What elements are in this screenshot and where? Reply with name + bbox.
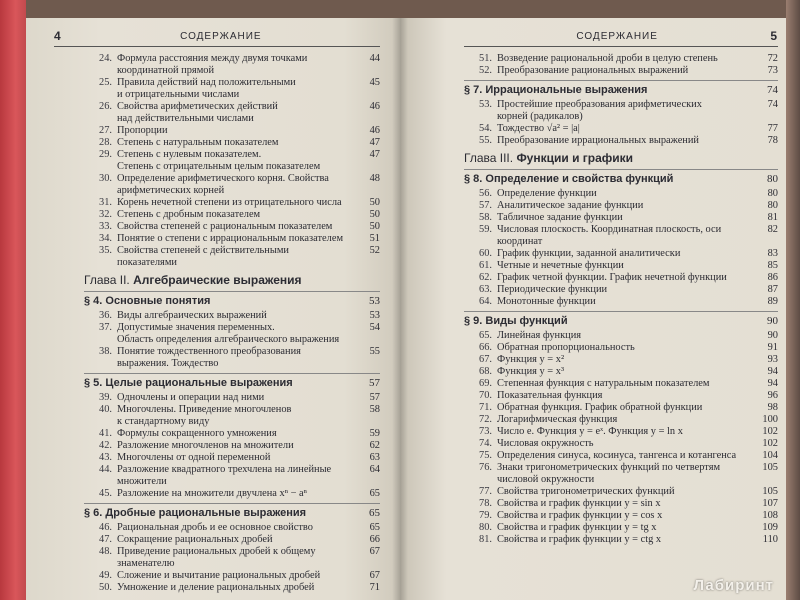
toc-entry	[84, 452, 380, 464]
toc-section-title: § 4. Основные понятия	[84, 295, 211, 307]
toc-entry-page: 82	[767, 224, 778, 235]
toc-entry-page: 80	[767, 200, 778, 211]
toc-section-title: § 5. Целые рациональные выражения	[84, 377, 293, 389]
toc-entry-number: 67.	[479, 354, 492, 365]
toc-section-title: § 9. Виды функций	[464, 315, 568, 327]
toc-entry	[464, 188, 778, 200]
toc-entry-page: 58	[369, 404, 380, 415]
toc-entry-title: Понятие тождественного преобразования выражения. Тождество	[117, 346, 301, 369]
toc-entry-title: Приведение рациональных дробей к общему знаменателю	[117, 546, 316, 569]
toc-entry-page: 55	[369, 346, 380, 357]
toc-entry-number: 71.	[479, 402, 492, 413]
toc-entry	[464, 248, 778, 260]
toc-entry-title: Логарифмическая функция	[497, 414, 618, 425]
toc-section	[84, 291, 380, 308]
toc-entry	[464, 212, 778, 224]
toc-entry-number: 72.	[479, 414, 492, 425]
toc-entry-number: 56.	[479, 188, 492, 199]
toc-section	[464, 311, 778, 328]
toc-entry-title: Тождество √a² = |a|	[497, 123, 580, 134]
toc-entry-page: 85	[767, 260, 778, 271]
toc-entry-title: Обратная функция. График обратной функции	[497, 402, 703, 413]
toc-entry-number: 31.	[99, 197, 112, 208]
toc-entry-title: Многочлены от одной переменной	[117, 452, 271, 463]
toc-entry-number: 25.	[99, 77, 112, 88]
toc-entry-page: 67	[369, 546, 380, 557]
toc-entry	[464, 260, 778, 272]
toc-entry-number: 46.	[99, 522, 112, 533]
toc-chapter	[84, 273, 380, 287]
toc-entry	[464, 224, 778, 248]
toc-entry	[84, 546, 380, 570]
toc-entry-number: 74.	[479, 438, 492, 449]
right-running-header	[464, 26, 778, 47]
toc-chapter	[464, 151, 778, 165]
toc-entry	[464, 438, 778, 450]
toc-entry	[84, 233, 380, 245]
toc-chapter-title: Функции и графики	[516, 151, 634, 165]
toc-entry-title: Линейная функция	[497, 330, 582, 341]
toc-entry	[464, 522, 778, 534]
toc-entry-page: 72	[767, 53, 778, 64]
toc-section-title: § 6. Дробные рациональные выражения	[84, 507, 307, 519]
toc-entry	[84, 570, 380, 582]
toc-section	[464, 169, 778, 186]
toc-entry-number: 69.	[479, 378, 492, 389]
toc-entry-page: 107	[762, 498, 778, 509]
toc-entry	[84, 440, 380, 452]
right-toc-list	[464, 53, 778, 546]
toc-entry-title: Одночлены и операции над ними	[117, 392, 265, 403]
toc-entry-title: Числовая плоскость. Координатная плоскость, оси координат	[497, 224, 722, 247]
toc-entry-number: 77.	[479, 486, 492, 497]
toc-entry-number: 33.	[99, 221, 112, 232]
toc-entry	[464, 426, 778, 438]
toc-entry-page: 86	[767, 272, 778, 283]
toc-entry	[84, 221, 380, 233]
toc-entry-page: 50	[369, 197, 380, 208]
toc-entry	[464, 402, 778, 414]
toc-entry-number: 54.	[479, 123, 492, 134]
toc-entry-page: 67	[369, 570, 380, 581]
toc-entry	[84, 101, 380, 125]
toc-chapter-label: Глава II.	[84, 273, 130, 287]
toc-entry-page: 105	[762, 486, 778, 497]
toc-entry-title: Степень с натуральным показателем	[117, 137, 279, 148]
toc-entry	[464, 272, 778, 284]
book-cover-edge-right	[786, 0, 800, 600]
toc-entry-page: 102	[762, 438, 778, 449]
toc-entry-title: Степенная функция с натуральным показателем	[497, 378, 710, 389]
toc-entry	[84, 534, 380, 546]
toc-entry-page: 64	[369, 464, 380, 475]
toc-entry	[464, 296, 778, 308]
toc-entry-title: Разложение на множители двучлена xⁿ − aⁿ	[117, 488, 307, 499]
toc-entry-number: 32.	[99, 209, 112, 220]
toc-entry-title: Свойства степеней с рациональным показателем	[117, 221, 333, 232]
toc-entry-page: 93	[767, 354, 778, 365]
toc-entry-page: 59	[369, 428, 380, 439]
toc-entry	[464, 366, 778, 378]
toc-entry-number: 58.	[479, 212, 492, 223]
toc-entry-number: 66.	[479, 342, 492, 353]
toc-entry-title: Формула расстояния между двумя точками координатной прямой	[117, 53, 308, 76]
toc-entry-title: Четные и нечетные функции	[497, 260, 624, 271]
toc-entry	[84, 404, 380, 428]
toc-entry-page: 98	[767, 402, 778, 413]
toc-entry-number: 57.	[479, 200, 492, 211]
toc-entry-number: 80.	[479, 522, 492, 533]
toc-entry-page: 63	[369, 452, 380, 463]
toc-entry	[464, 342, 778, 354]
toc-section-title: § 8. Определение и свойства функций	[464, 173, 674, 185]
left-page-number: 4	[54, 29, 62, 43]
toc-entry-number: 55.	[479, 135, 492, 146]
toc-section-page: 57	[369, 377, 380, 389]
toc-entry-page: 108	[762, 510, 778, 521]
toc-entry-title: Монотонные функции	[497, 296, 596, 307]
toc-entry-number: 53.	[479, 99, 492, 110]
toc-entry-page: 96	[767, 390, 778, 401]
toc-entry	[84, 428, 380, 440]
toc-entry-page: 94	[767, 378, 778, 389]
toc-entry	[464, 390, 778, 402]
toc-entry-number: 62.	[479, 272, 492, 283]
toc-entry-number: 81.	[479, 534, 492, 545]
toc-entry-title: Свойства и график функции y = ctg x	[497, 534, 662, 545]
watermark-logo: Лабиринт	[693, 577, 774, 594]
toc-entry-title: Разложение квадратного трехчлена на линейные множители	[117, 464, 332, 487]
toc-entry-title: Свойства и график функции y = cos x	[497, 510, 663, 521]
toc-section-page: 90	[767, 315, 778, 327]
toc-entry-title: Умножение и деление рациональных дробей	[117, 582, 315, 593]
toc-entry-number: 70.	[479, 390, 492, 401]
toc-entry-title: Функция y = x³	[497, 366, 565, 377]
toc-entry-page: 53	[369, 310, 380, 321]
toc-entry-title: Функция y = x²	[497, 354, 565, 365]
toc-entry-title: Разложение многочленов на множители	[117, 440, 294, 451]
toc-entry	[464, 354, 778, 366]
toc-entry-page: 81	[767, 212, 778, 223]
toc-entry-page: 109	[762, 522, 778, 533]
toc-entry	[464, 53, 778, 65]
toc-entry-page: 44	[369, 53, 380, 64]
toc-entry	[84, 392, 380, 404]
toc-entry-page: 65	[369, 488, 380, 499]
toc-entry-title: Корень нечетной степени из отрицательного числа	[117, 197, 342, 208]
toc-section-page: 74	[767, 84, 778, 96]
toc-entry-page: 104	[762, 450, 778, 461]
toc-entry-number: 65.	[479, 330, 492, 341]
left-running-header	[54, 26, 380, 47]
toc-entry-page: 87	[767, 284, 778, 295]
toc-entry	[84, 346, 380, 370]
toc-entry	[84, 125, 380, 137]
toc-entry-page: 50	[369, 209, 380, 220]
toc-entry-number: 35.	[99, 245, 112, 256]
toc-entry-number: 27.	[99, 125, 112, 136]
toc-chapter-title: Алгебраические выражения	[133, 273, 302, 287]
toc-entry	[464, 486, 778, 498]
toc-entry-title: Определение функции	[497, 188, 597, 199]
book-cover-edge-left	[0, 0, 26, 600]
toc-entry-title: Преобразование рациональных выражений	[497, 65, 689, 76]
toc-entry-page: 102	[762, 426, 778, 437]
left-header-title: СОДЕРЖАНИЕ	[180, 30, 262, 42]
right-header-title: СОДЕРЖАНИЕ	[576, 30, 658, 42]
toc-entry-page: 47	[369, 149, 380, 160]
toc-entry-title: Степень с нулевым показателем. Степень с отрицательным целым показателем	[117, 149, 321, 172]
toc-entry-page: 71	[369, 582, 380, 593]
toc-entry	[464, 99, 778, 123]
toc-entry-title: Свойства степеней с действительными показателями	[117, 245, 289, 268]
toc-entry	[464, 135, 778, 147]
toc-entry	[84, 582, 380, 594]
toc-entry-page: 77	[767, 123, 778, 134]
toc-entry-page: 51	[369, 233, 380, 244]
toc-entry-number: 43.	[99, 452, 112, 463]
toc-entry-title: График четной функции. График нечетной функции	[497, 272, 727, 283]
toc-entry-number: 48.	[99, 546, 112, 557]
toc-entry	[464, 330, 778, 342]
toc-section	[84, 373, 380, 390]
toc-entry	[464, 534, 778, 546]
toc-section	[464, 80, 778, 97]
toc-entry-number: 36.	[99, 310, 112, 321]
toc-entry-number: 30.	[99, 173, 112, 184]
right-page	[400, 18, 786, 600]
toc-entry	[464, 462, 778, 486]
toc-entry-title: Допустимые значения переменных. Область определения алгебраического выражения	[117, 322, 340, 345]
toc-section-title: § 7. Иррациональные выражения	[464, 84, 648, 96]
toc-entry	[84, 310, 380, 322]
toc-entry	[84, 197, 380, 209]
toc-entry-number: 39.	[99, 392, 112, 403]
toc-entry-number: 41.	[99, 428, 112, 439]
toc-entry	[464, 65, 778, 77]
toc-entry-number: 38.	[99, 346, 112, 357]
toc-entry-page: 46	[369, 125, 380, 136]
toc-entry-page: 90	[767, 330, 778, 341]
toc-entry	[464, 284, 778, 296]
toc-entry-title: Определения синуса, косинуса, тангенса и котангенса	[497, 450, 737, 461]
toc-entry-number: 24.	[99, 53, 112, 64]
toc-entry-title: Пропорции	[117, 125, 168, 136]
toc-entry-number: 44.	[99, 464, 112, 475]
toc-entry-page: 83	[767, 248, 778, 259]
toc-entry-number: 64.	[479, 296, 492, 307]
toc-entry-page: 100	[762, 414, 778, 425]
toc-entry-number: 49.	[99, 570, 112, 581]
toc-section-page: 65	[369, 507, 380, 519]
toc-entry-page: 46	[369, 101, 380, 112]
toc-entry	[84, 488, 380, 500]
toc-entry	[84, 53, 380, 77]
toc-entry-number: 26.	[99, 101, 112, 112]
toc-entry-title: Свойства и график функции y = sin x	[497, 498, 661, 509]
toc-entry-title: Число e. Функция y = eˣ. Функция y = ln x	[497, 426, 683, 437]
toc-entry-title: Возведение рациональной дроби в целую степень	[497, 53, 718, 64]
toc-entry	[84, 137, 380, 149]
toc-entry-number: 51.	[479, 53, 492, 64]
toc-entry-number: 47.	[99, 534, 112, 545]
toc-entry-title: Простейшие преобразования арифметических корней (радикалов)	[497, 99, 702, 122]
toc-entry	[84, 77, 380, 101]
toc-entry-title: Периодические функции	[497, 284, 608, 295]
toc-entry-number: 52.	[479, 65, 492, 76]
left-toc-list	[84, 53, 380, 594]
toc-entry-page: 57	[369, 392, 380, 403]
toc-entry-page: 74	[767, 99, 778, 110]
toc-entry-number: 73.	[479, 426, 492, 437]
toc-section	[84, 503, 380, 520]
toc-entry-title: Аналитическое задание функции	[497, 200, 644, 211]
toc-entry-number: 29.	[99, 149, 112, 160]
toc-entry-title: Свойства тригонометрических функций	[497, 486, 675, 497]
toc-entry-page: 48	[369, 173, 380, 184]
toc-entry-page: 73	[767, 65, 778, 76]
toc-section-page: 53	[369, 295, 380, 307]
toc-entry-page: 89	[767, 296, 778, 307]
toc-chapter-label: Глава III.	[464, 151, 514, 165]
toc-entry-title: Виды алгебраических выражений	[117, 310, 267, 321]
toc-entry-page: 66	[369, 534, 380, 545]
book-gutter	[392, 18, 408, 600]
toc-entry-number: 68.	[479, 366, 492, 377]
toc-entry-title: Многочлены. Приведение многочленов к стандартному виду	[117, 404, 292, 427]
toc-entry-page: 45	[369, 77, 380, 88]
toc-entry-page: 65	[369, 522, 380, 533]
toc-entry	[464, 378, 778, 390]
toc-entry	[464, 200, 778, 212]
toc-entry-number: 45.	[99, 488, 112, 499]
toc-entry-number: 78.	[479, 498, 492, 509]
right-page-number: 5	[770, 29, 778, 43]
toc-entry-page: 78	[767, 135, 778, 146]
toc-entry	[84, 173, 380, 197]
toc-entry-page: 91	[767, 342, 778, 353]
toc-entry	[464, 414, 778, 426]
toc-entry-title: Свойства и график функции y = tg x	[497, 522, 657, 533]
toc-entry-page: 105	[762, 462, 778, 473]
toc-entry-page: 80	[767, 188, 778, 199]
toc-entry-title: Знаки тригонометрических функций по четвертям числовой окружности	[497, 462, 721, 485]
toc-entry-title: Рациональная дробь и ее основное свойство	[117, 522, 313, 533]
toc-entry-page: 94	[767, 366, 778, 377]
toc-entry	[84, 464, 380, 488]
toc-entry-number: 28.	[99, 137, 112, 148]
toc-entry-title: Свойства арифметических действий над действительными числами	[117, 101, 278, 124]
toc-entry	[84, 245, 380, 269]
toc-entry-number: 60.	[479, 248, 492, 259]
toc-section-page: 80	[767, 173, 778, 185]
toc-entry-title: Правила действий над положительными и отрицательными числами	[117, 77, 296, 100]
left-page	[26, 18, 400, 600]
toc-entry-page: 47	[369, 137, 380, 148]
toc-entry-number: 50.	[99, 582, 112, 593]
toc-entry-page: 50	[369, 221, 380, 232]
toc-entry	[464, 498, 778, 510]
toc-entry	[84, 522, 380, 534]
toc-entry-title: Определение арифметического корня. Свойства арифметических корней	[117, 173, 329, 196]
toc-entry	[84, 149, 380, 173]
toc-entry-title: Степень с дробным показателем	[117, 209, 261, 220]
toc-entry-number: 59.	[479, 224, 492, 235]
toc-entry-number: 37.	[99, 322, 112, 333]
toc-entry-title: Сокращение рациональных дробей	[117, 534, 273, 545]
toc-entry-number: 63.	[479, 284, 492, 295]
toc-entry-title: Сложение и вычитание рациональных дробей	[117, 570, 321, 581]
toc-entry	[84, 322, 380, 346]
toc-entry	[84, 209, 380, 221]
toc-entry-title: Преобразование иррациональных выражений	[497, 135, 699, 146]
toc-entry	[464, 510, 778, 522]
toc-entry-title: Числовая окружность	[497, 438, 594, 449]
toc-entry-page: 52	[369, 245, 380, 256]
toc-entry-title: График функции, заданной аналитически	[497, 248, 681, 259]
toc-entry-page: 54	[369, 322, 380, 333]
toc-entry-number: 42.	[99, 440, 112, 451]
toc-entry-title: Понятие о степени с иррациональным показателем	[117, 233, 344, 244]
toc-entry-number: 79.	[479, 510, 492, 521]
toc-entry-title: Формулы сокращенного умножения	[117, 428, 277, 439]
toc-entry-number: 34.	[99, 233, 112, 244]
toc-entry-number: 61.	[479, 260, 492, 271]
toc-entry	[464, 450, 778, 462]
toc-entry-number: 75.	[479, 450, 492, 461]
toc-entry-page: 110	[762, 534, 778, 545]
toc-entry	[464, 123, 778, 135]
toc-entry-title: Табличное задание функции	[497, 212, 623, 223]
toc-entry-title: Обратная пропорциональность	[497, 342, 635, 353]
toc-entry-number: 76.	[479, 462, 492, 473]
toc-entry-title: Показательная функция	[497, 390, 603, 401]
toc-entry-page: 62	[369, 440, 380, 451]
toc-entry-number: 40.	[99, 404, 112, 415]
